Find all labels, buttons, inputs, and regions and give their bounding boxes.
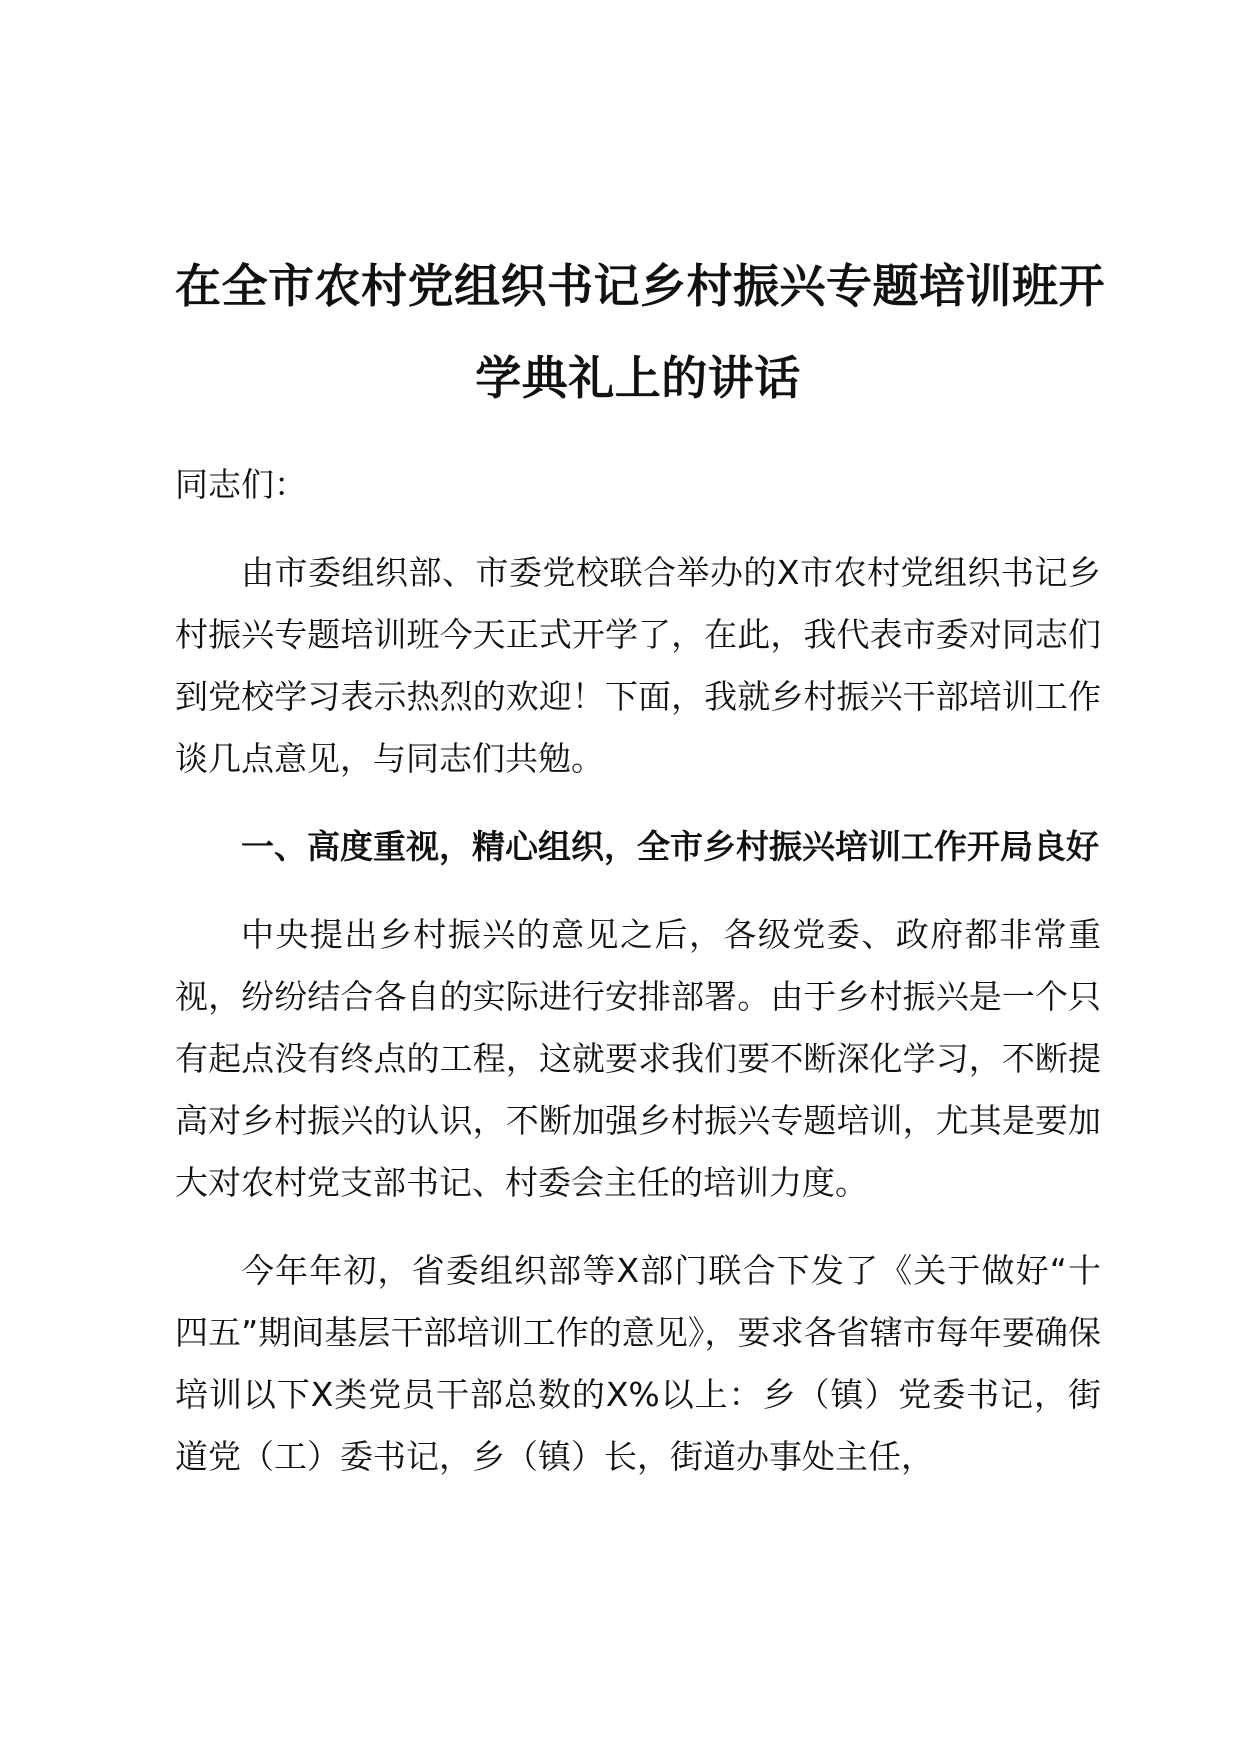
paragraph-provincial-opinion: 今年年初，省委组织部等X部门联合下发了《关于做好“十四五”期间基层干部培训工作的意见》，要求各省辖市每年要确保培训以下X类党员干部总数的X%以上：乡（镇）党委书记，街道党（工）委书记，乡（镇）长，街道办事处主任，	[175, 1251, 1101, 1476]
document-body	[175, 240, 1105, 1514]
document-title	[175, 240, 1105, 424]
paragraph-intro: 由市委组织部、市委党校联合举办的X市农村党组织书记乡村振兴专题培训班今天正式开学了，在此，我代表市委对同志们到党校学习表示热烈的欢迎！下面，我就乡村振兴干部培训工作谈几点意见，与同志们共勉。	[175, 553, 1101, 778]
section-heading-1: 一、高度重视，精心组织，全市乡村振兴培训工作开局良好	[241, 827, 1099, 866]
salutation: 同志们：	[175, 465, 307, 504]
title-line-2: 学典礼上的讲话	[475, 351, 801, 405]
title-line-1: 在全市农村党组织书记乡村振兴专题培训班开	[175, 259, 1105, 313]
paragraph-central-policy: 中央提出乡村振兴的意见之后，各级党委、政府都非常重视，纷纷结合各自的实际进行安排部署。由于乡村振兴是一个只有起点没有终点的工程，这就要求我们要不断深化学习，不断提高对乡村振兴的认识，不断加强乡村振兴专题培训，尤其是要加大对农村党支部书记、村委会主任的培训力度。	[175, 915, 1101, 1202]
